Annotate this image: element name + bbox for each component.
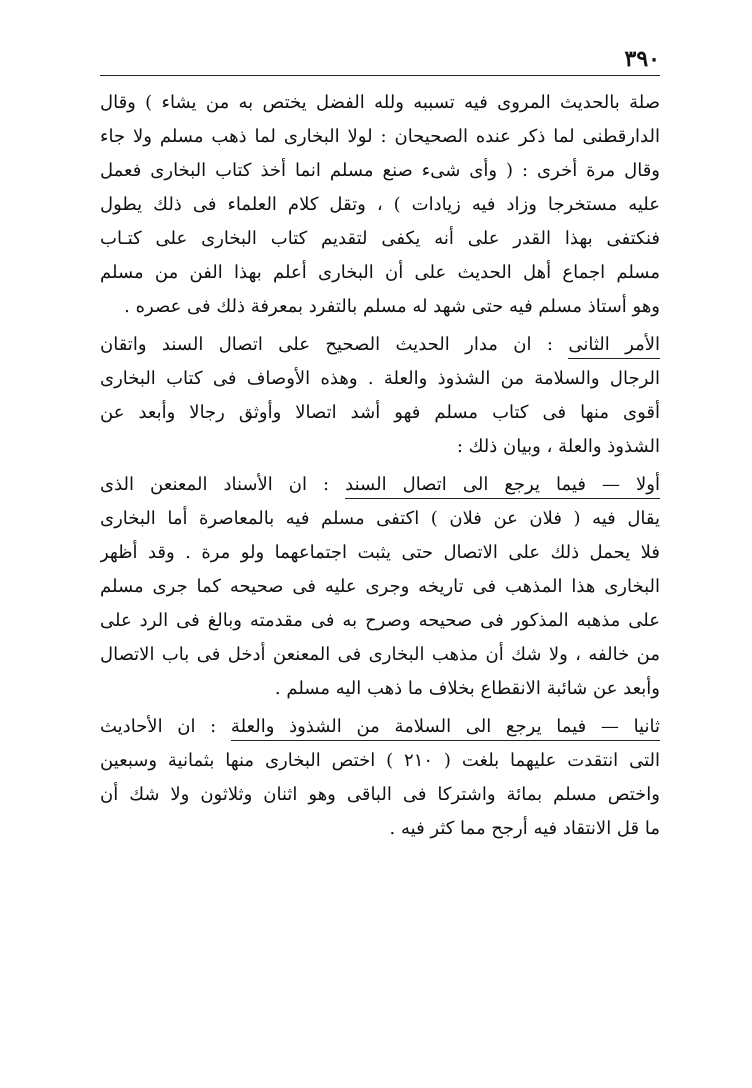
section-heading: ثانيا — فيما يرجع الى السلامة من الشذوذ والعلة — [231, 716, 660, 741]
section-heading: أولا — فيما يرجع الى اتصال السند — [345, 474, 660, 499]
text-line: وهو أستاذ مسلم فيه حتى شهد له مسلم بالتفرد بمعرفة ذلك فى عصره . — [124, 296, 660, 317]
text-line: وأبعد عن شائبة الانقطاع بخلاف ما ذهب اليه مسلم . — [274, 678, 660, 699]
text-line: فنكتفى بهذا القدر على أنه يكفى لتقديم كتاب البخارى على كتـاب — [100, 228, 660, 249]
text-line: وقال مرة أخرى : ( وأى شىء صنع مسلم انما أخذ كتاب البخارى فعمل — [100, 160, 660, 181]
text-line: فلا يحمل ذلك على الاتصال حتى يثبت اجتماعهما ولو مرة . وقد أظهر — [100, 542, 660, 563]
text-line: الشذوذ والعلة ، وبيان ذلك : — [456, 436, 660, 457]
text-run: : ان مدار الحديث الصحيح على اتصال السند واتقان — [100, 334, 569, 355]
text-run: : ان الأسناد المعنعن الذى — [100, 474, 346, 495]
text-line: صلة بالحديث المروى فيه تسببه ولله الفضل يختص به من يشاء ) وقال — [100, 92, 660, 113]
text-line: التى انتقدت عليهما بلغت ( ٢١٠ ) اختص البخارى منها بثمانية وسبعين — [100, 750, 660, 771]
text-line: ما قل الانتقاد فيه أرجح مما كثر فيه . — [389, 818, 660, 839]
text-line: الدارقطنى لما ذكر عنده الصحيحان : لولا البخارى لما ذهب مسلم ولا جاء — [100, 126, 660, 147]
text-line: على مذهبه المذكور فى صحيحه وصرح به فى مقدمته وبالغ فى الرد على — [100, 610, 660, 631]
text-line — [100, 468, 660, 502]
page-body — [100, 86, 660, 846]
text-line — [100, 710, 660, 744]
text-line: الرجال والسلامة من الشذوذ والعلة . وهذه الأوصاف فى كتاب البخارى — [100, 368, 660, 389]
document-page — [100, 40, 660, 1050]
text-line: البخارى هذا المذهب فى تاريخه وجرى عليه فى صحيحه كما جرى مسلم — [100, 576, 660, 597]
text-line: يقال فيه ( فلان عن فلان ) اكتفى مسلم فيه بالمعاصرة أما البخارى — [100, 508, 660, 529]
text-line: أقوى منها فى كتاب مسلم فهو أشد اتصالا وأوثق رجالا وأبعد عن — [100, 402, 660, 423]
text-line: مسلم اجماع أهل الحديث على أن البخارى أعلم بهذا الفن من مسلم — [100, 262, 660, 283]
text-run: : ان الأحاديث — [100, 716, 231, 737]
header-rule — [100, 75, 660, 76]
text-line: من خالفه ، ولا شك أن مذهب البخارى فى المعنعن أدخل فى باب الاتصال — [100, 644, 660, 665]
page-number: ٣٩٠ — [624, 46, 660, 72]
section-heading: الأمر الثانى — [568, 334, 660, 359]
text-line: واختص مسلم بمائة واشتركا فى الباقى وهو اثنان وثلاثون ولا شك أن — [100, 784, 660, 805]
text-line — [100, 328, 660, 362]
text-line: عليه مستخرجا وزاد فيه زيادات ) ، وتقل كلام العلماء فى ذلك يطول — [100, 194, 660, 215]
